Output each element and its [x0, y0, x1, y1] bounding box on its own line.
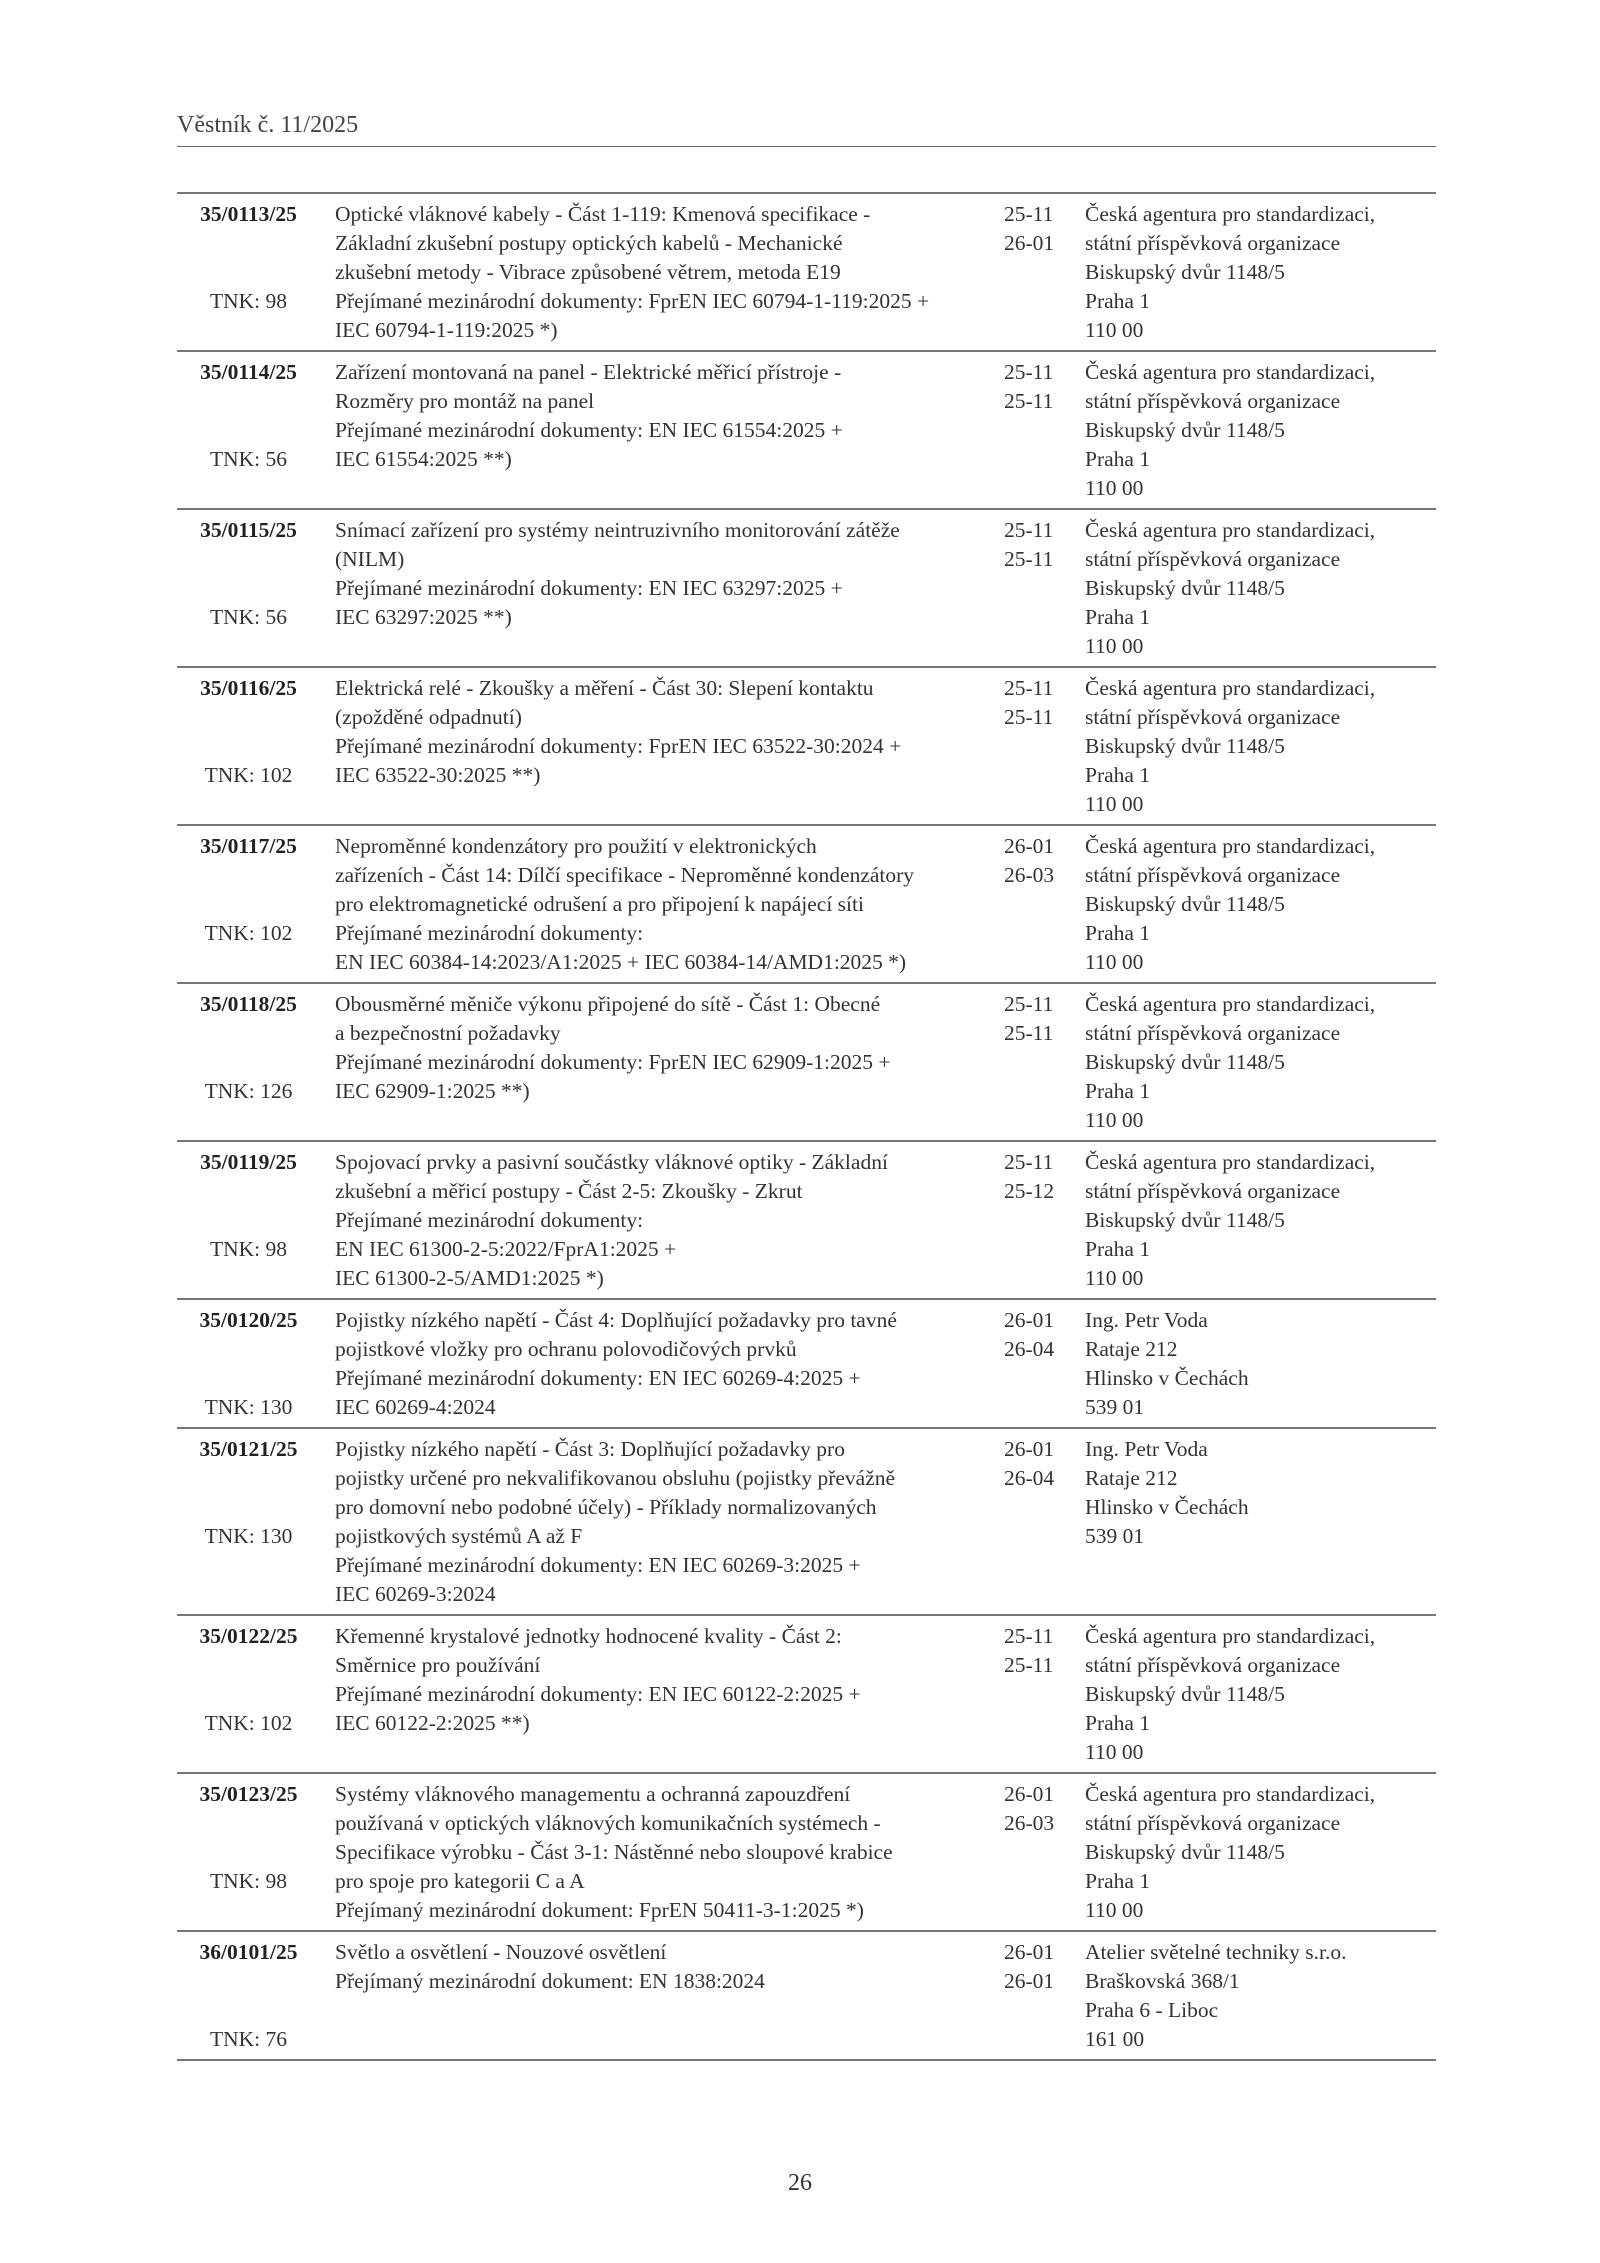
address-line: Rataje 212 — [1085, 1337, 1178, 1361]
description-line: Přejímané mezinárodní dokumenty: EN IEC 60269-4:2025 + — [335, 1366, 861, 1390]
description-line: Přejímané mezinárodní dokumenty: EN IEC 61554:2025 + — [335, 418, 843, 442]
description-line: Rozměry pro montáž na panel — [335, 389, 595, 413]
address-line: 110 00 — [1085, 318, 1144, 342]
table-row — [177, 1429, 1436, 1616]
address-line: Česká agentura pro standardizaci, — [1085, 1624, 1376, 1648]
tnk-label: TNK: 98 — [209, 1237, 288, 1261]
address-line: 110 00 — [1085, 1266, 1144, 1290]
number-cell — [177, 1306, 320, 1422]
address-cell — [1085, 674, 1436, 819]
description-line: Snímací zařízení pro systémy neintruzivního monitorování zátěže — [335, 518, 900, 542]
dates-cell — [1004, 832, 1085, 977]
address-line: Hlinsko v Čechách — [1085, 1366, 1249, 1390]
date-value: 25-11 — [1004, 202, 1054, 226]
description-line: Přejímané mezinárodní dokumenty: FprEN IEC 63522-30:2024 + — [335, 734, 902, 758]
tnk-label: TNK: 76 — [209, 2027, 288, 2051]
description-cell — [335, 1435, 1001, 1609]
address-line: 110 00 — [1085, 634, 1144, 658]
description-line: Základní zkušební postupy optických kabelů - Mechanické — [335, 231, 843, 255]
date-value: 26-01 — [1004, 1437, 1055, 1461]
address-line: Biskupský dvůr 1148/5 — [1085, 734, 1285, 758]
tnk-label: TNK: 56 — [209, 605, 288, 629]
description-line: IEC 62909-1:2025 **) — [335, 1079, 530, 1103]
standard-number: 35/0113/25 — [200, 202, 297, 226]
description-line: Obousměrné měniče výkonu připojené do sítě - Část 1: Obecné — [335, 992, 881, 1016]
description-line: IEC 63297:2025 **) — [335, 605, 512, 629]
description-line: pro spoje pro kategorii C a A — [335, 1869, 585, 1893]
address-cell — [1085, 1622, 1436, 1767]
page-header-title: Věstník č. 11/2025 — [177, 112, 359, 138]
table-row — [177, 1300, 1436, 1429]
date-value: 26-04 — [1004, 1466, 1055, 1490]
date-value: 26-01 — [1004, 231, 1055, 255]
address-line: Rataje 212 — [1085, 1466, 1178, 1490]
address-line: Česká agentura pro standardizaci, — [1085, 202, 1376, 226]
date-value: 25-11 — [1004, 705, 1054, 729]
description-cell — [335, 1148, 1001, 1293]
tnk-label: TNK: 102 — [204, 1711, 293, 1735]
address-line: 110 00 — [1085, 1108, 1144, 1132]
standard-number: 35/0119/25 — [200, 1150, 297, 1174]
address-line: Praha 1 — [1085, 1869, 1151, 1893]
page-number: 26 — [788, 2170, 812, 2196]
table-row — [177, 1932, 1436, 2061]
address-cell — [1085, 1435, 1436, 1609]
address-cell — [1085, 990, 1436, 1135]
standards-table — [177, 192, 1436, 2061]
number-cell — [177, 358, 320, 503]
address-line: Ing. Petr Voda — [1085, 1308, 1208, 1332]
standard-number: 35/0116/25 — [200, 676, 297, 700]
address-line: 110 00 — [1085, 792, 1144, 816]
standard-number: 35/0120/25 — [199, 1308, 298, 1332]
description-line: Přejímaný mezinárodní dokument: FprEN 50411-3-1:2025 *) — [335, 1898, 864, 1922]
address-line: Česká agentura pro standardizaci, — [1085, 992, 1376, 1016]
number-cell — [177, 990, 320, 1135]
date-value: 26-04 — [1004, 1337, 1055, 1361]
dates-cell — [1004, 990, 1085, 1135]
standard-number: 35/0122/25 — [199, 1624, 298, 1648]
description-line: Přejímaný mezinárodní dokument: EN 1838:2024 — [335, 1969, 765, 1993]
dates-cell — [1004, 674, 1085, 819]
dates-cell — [1004, 1148, 1085, 1293]
address-cell — [1085, 1306, 1436, 1422]
address-line: Praha 1 — [1085, 605, 1151, 629]
table-row — [177, 826, 1436, 984]
number-cell — [177, 200, 320, 345]
date-value: 26-01 — [1004, 1940, 1055, 1964]
address-line: státní příspěvková organizace — [1085, 1021, 1341, 1045]
address-line: státní příspěvková organizace — [1085, 705, 1341, 729]
dates-cell — [1004, 1938, 1085, 2054]
description-line: Přejímané mezinárodní dokumenty: — [335, 921, 644, 945]
date-value: 26-01 — [1004, 834, 1055, 858]
date-value: 25-11 — [1004, 389, 1054, 413]
description-line: Pojistky nízkého napětí - Část 3: Doplňující požadavky pro — [335, 1437, 845, 1461]
tnk-label: TNK: 98 — [209, 289, 288, 313]
address-line: Praha 1 — [1085, 1237, 1151, 1261]
address-line: Česká agentura pro standardizaci, — [1085, 1782, 1376, 1806]
standard-number: 35/0123/25 — [199, 1782, 298, 1806]
description-line: Optické vláknové kabely - Část 1-119: Kmenová specifikace - — [335, 202, 871, 226]
description-line: Elektrická relé - Zkoušky a měření - Část 30: Slepení kontaktu — [335, 676, 874, 700]
address-line: 110 00 — [1085, 1740, 1144, 1764]
number-cell — [177, 1938, 320, 2054]
address-line: Česká agentura pro standardizaci, — [1085, 1150, 1376, 1174]
description-line: IEC 60794-1-119:2025 *) — [335, 318, 558, 342]
address-line: Biskupský dvůr 1148/5 — [1085, 1050, 1285, 1074]
address-line: Atelier světelné techniky s.r.o. — [1085, 1940, 1347, 1964]
address-line: státní příspěvková organizace — [1085, 1653, 1341, 1677]
description-line: zkušební metody - Vibrace způsobené větrem, metoda E19 — [335, 260, 841, 284]
number-cell — [177, 1148, 320, 1293]
description-cell — [335, 990, 1001, 1135]
date-value: 25-11 — [1004, 1021, 1054, 1045]
description-line: (NILM) — [335, 547, 405, 571]
description-line: pojistky určené pro nekvalifikovanou obsluhu (pojistky převážně — [335, 1466, 896, 1490]
address-line: státní příspěvková organizace — [1085, 389, 1341, 413]
address-cell — [1085, 200, 1436, 345]
tnk-label: TNK: 130 — [204, 1524, 293, 1548]
address-cell — [1085, 358, 1436, 503]
table-row — [177, 352, 1436, 510]
address-line: Česká agentura pro standardizaci, — [1085, 834, 1376, 858]
description-line: a bezpečnostní požadavky — [335, 1021, 561, 1045]
address-line: Praha 6 - Liboc — [1085, 1998, 1219, 2022]
tnk-label: TNK: 98 — [209, 1869, 288, 1893]
dates-cell — [1004, 1306, 1085, 1422]
description-cell — [335, 358, 1001, 503]
address-line: státní příspěvková organizace — [1085, 1811, 1341, 1835]
date-value: 26-03 — [1004, 863, 1055, 887]
address-line: Praha 1 — [1085, 289, 1151, 313]
description-line: Přejímané mezinárodní dokumenty: FprEN IEC 62909-1:2025 + — [335, 1050, 891, 1074]
description-line: zařízeních - Část 14: Dílčí specifikace - Neproměnné kondenzátory — [335, 863, 915, 887]
address-line: Biskupský dvůr 1148/5 — [1085, 260, 1285, 284]
description-line: Systémy vláknového managementu a ochranná zapouzdření — [335, 1782, 851, 1806]
description-line: pro elektromagnetické odrušení a pro připojení k napájecí síti — [335, 892, 864, 916]
number-cell — [177, 832, 320, 977]
date-value: 25-12 — [1004, 1179, 1055, 1203]
description-line: Spojovací prvky a pasivní součástky vláknové optiky - Základní — [335, 1150, 888, 1174]
dates-cell — [1004, 1780, 1085, 1925]
description-line: Neproměnné kondenzátory pro použití v elektronických — [335, 834, 817, 858]
tnk-label: TNK: 126 — [204, 1079, 293, 1103]
description-cell — [335, 1306, 1001, 1422]
date-value: 26-01 — [1004, 1782, 1055, 1806]
address-line: státní příspěvková organizace — [1085, 547, 1341, 571]
address-line: Biskupský dvůr 1148/5 — [1085, 1840, 1285, 1864]
description-line: Přejímané mezinárodní dokumenty: EN IEC 63297:2025 + — [335, 576, 843, 600]
address-line: Praha 1 — [1085, 1711, 1151, 1735]
address-cell — [1085, 1938, 1436, 2054]
address-line: Biskupský dvůr 1148/5 — [1085, 576, 1285, 600]
description-line: IEC 60122-2:2025 **) — [335, 1711, 530, 1735]
number-cell — [177, 1435, 320, 1609]
address-line: státní příspěvková organizace — [1085, 231, 1341, 255]
description-line: pojistkové vložky pro ochranu polovodičových prvků — [335, 1337, 797, 1361]
date-value: 25-11 — [1004, 992, 1054, 1016]
table-row — [177, 984, 1436, 1142]
address-line: Ing. Petr Voda — [1085, 1437, 1208, 1461]
description-line: IEC 60269-4:2024 — [335, 1395, 496, 1419]
dates-cell — [1004, 1622, 1085, 1767]
description-cell — [335, 1622, 1001, 1767]
tnk-label: TNK: 102 — [204, 921, 293, 945]
address-line: Biskupský dvůr 1148/5 — [1085, 1208, 1285, 1232]
address-line: Praha 1 — [1085, 763, 1151, 787]
table-row — [177, 1774, 1436, 1932]
date-value: 25-11 — [1004, 676, 1054, 700]
address-line: 539 01 — [1085, 1395, 1145, 1419]
description-line: Přejímané mezinárodní dokumenty: — [335, 1208, 644, 1232]
description-cell — [335, 1938, 1001, 2054]
address-line: Biskupský dvůr 1148/5 — [1085, 418, 1285, 442]
description-line: Křemenné krystalové jednotky hodnocené kvality - Část 2: — [335, 1624, 842, 1648]
description-line: používaná v optických vláknových komunikačních systémech - — [335, 1811, 881, 1835]
address-cell — [1085, 1780, 1436, 1925]
number-cell — [177, 516, 320, 661]
standard-number: 35/0118/25 — [200, 992, 297, 1016]
table-row — [177, 1616, 1436, 1774]
address-line: Biskupský dvůr 1148/5 — [1085, 892, 1285, 916]
description-line: EN IEC 60384-14:2023/A1:2025 + IEC 60384-14/AMD1:2025 *) — [335, 950, 907, 974]
description-line: IEC 63522-30:2025 **) — [335, 763, 541, 787]
standard-number: 35/0115/25 — [200, 518, 297, 542]
tnk-label: TNK: 102 — [204, 763, 293, 787]
description-cell — [335, 200, 1001, 345]
header-divider — [177, 146, 1436, 147]
table-row — [177, 668, 1436, 826]
address-line: Praha 1 — [1085, 447, 1151, 471]
date-value: 26-01 — [1004, 1308, 1055, 1332]
tnk-label: TNK: 130 — [204, 1395, 293, 1419]
address-line: Braškovská 368/1 — [1085, 1969, 1240, 1993]
date-value: 25-11 — [1004, 1653, 1054, 1677]
standard-number: 35/0117/25 — [200, 834, 297, 858]
description-line: Světlo a osvětlení - Nouzové osvětlení — [335, 1940, 667, 1964]
date-value: 25-11 — [1004, 518, 1054, 542]
description-line: IEC 61300-2-5/AMD1:2025 *) — [335, 1266, 604, 1290]
address-line: Hlinsko v Čechách — [1085, 1495, 1249, 1519]
description-line: Zařízení montovaná na panel - Elektrické měřicí přístroje - — [335, 360, 842, 384]
address-line: Česká agentura pro standardizaci, — [1085, 676, 1376, 700]
date-value: 26-03 — [1004, 1811, 1055, 1835]
address-line: Biskupský dvůr 1148/5 — [1085, 1682, 1285, 1706]
number-cell — [177, 674, 320, 819]
address-line: státní příspěvková organizace — [1085, 1179, 1341, 1203]
date-value: 25-11 — [1004, 1624, 1054, 1648]
dates-cell — [1004, 516, 1085, 661]
description-line: IEC 61554:2025 **) — [335, 447, 512, 471]
address-line: Praha 1 — [1085, 921, 1151, 945]
description-line: Směrnice pro používání — [335, 1653, 541, 1677]
description-line: EN IEC 61300-2-5:2022/FprA1:2025 + — [335, 1237, 677, 1261]
dates-cell — [1004, 1435, 1085, 1609]
date-value: 26-01 — [1004, 1969, 1055, 1993]
address-line: 110 00 — [1085, 1898, 1144, 1922]
standard-number: 35/0121/25 — [199, 1437, 298, 1461]
dates-cell — [1004, 358, 1085, 503]
address-line: Praha 1 — [1085, 1079, 1151, 1103]
description-cell — [335, 516, 1001, 661]
standard-number: 35/0114/25 — [200, 360, 297, 384]
description-cell — [335, 674, 1001, 819]
date-value: 25-11 — [1004, 360, 1054, 384]
description-line: pojistkových systémů A až F — [335, 1524, 583, 1548]
description-line: Specifikace výrobku - Část 3-1: Nástěnné nebo sloupové krabice — [335, 1840, 893, 1864]
tnk-label: TNK: 56 — [209, 447, 288, 471]
address-line: 161 00 — [1085, 2027, 1145, 2051]
description-line: Přejímané mezinárodní dokumenty: EN IEC 60269-3:2025 + — [335, 1553, 861, 1577]
address-line: 110 00 — [1085, 476, 1144, 500]
address-cell — [1085, 516, 1436, 661]
description-cell — [335, 832, 1001, 977]
address-line: Česká agentura pro standardizaci, — [1085, 518, 1376, 542]
description-line: (zpožděné odpadnutí) — [335, 705, 522, 729]
address-line: 110 00 — [1085, 950, 1144, 974]
description-cell — [335, 1780, 1001, 1925]
table-row — [177, 1142, 1436, 1300]
address-line: Česká agentura pro standardizaci, — [1085, 360, 1376, 384]
description-line: Přejímané mezinárodní dokumenty: EN IEC 60122-2:2025 + — [335, 1682, 861, 1706]
description-line: IEC 60269-3:2024 — [335, 1582, 496, 1606]
address-cell — [1085, 832, 1436, 977]
dates-cell — [1004, 200, 1085, 345]
description-line: Přejímané mezinárodní dokumenty: FprEN IEC 60794-1-119:2025 + — [335, 289, 930, 313]
number-cell — [177, 1780, 320, 1925]
standard-number: 36/0101/25 — [199, 1940, 298, 1964]
address-line: státní příspěvková organizace — [1085, 863, 1341, 887]
description-line: Pojistky nízkého napětí - Část 4: Doplňující požadavky pro tavné — [335, 1308, 897, 1332]
address-cell — [1085, 1148, 1436, 1293]
date-value: 25-11 — [1004, 1150, 1054, 1174]
table-row — [177, 510, 1436, 668]
address-line: 539 01 — [1085, 1524, 1145, 1548]
description-line: zkušební a měřicí postupy - Část 2-5: Zkoušky - Zkrut — [335, 1179, 803, 1203]
number-cell — [177, 1622, 320, 1767]
table-row — [177, 194, 1436, 352]
description-line: pro domovní nebo podobné účely) - Příklady normalizovaných — [335, 1495, 877, 1519]
date-value: 25-11 — [1004, 547, 1054, 571]
